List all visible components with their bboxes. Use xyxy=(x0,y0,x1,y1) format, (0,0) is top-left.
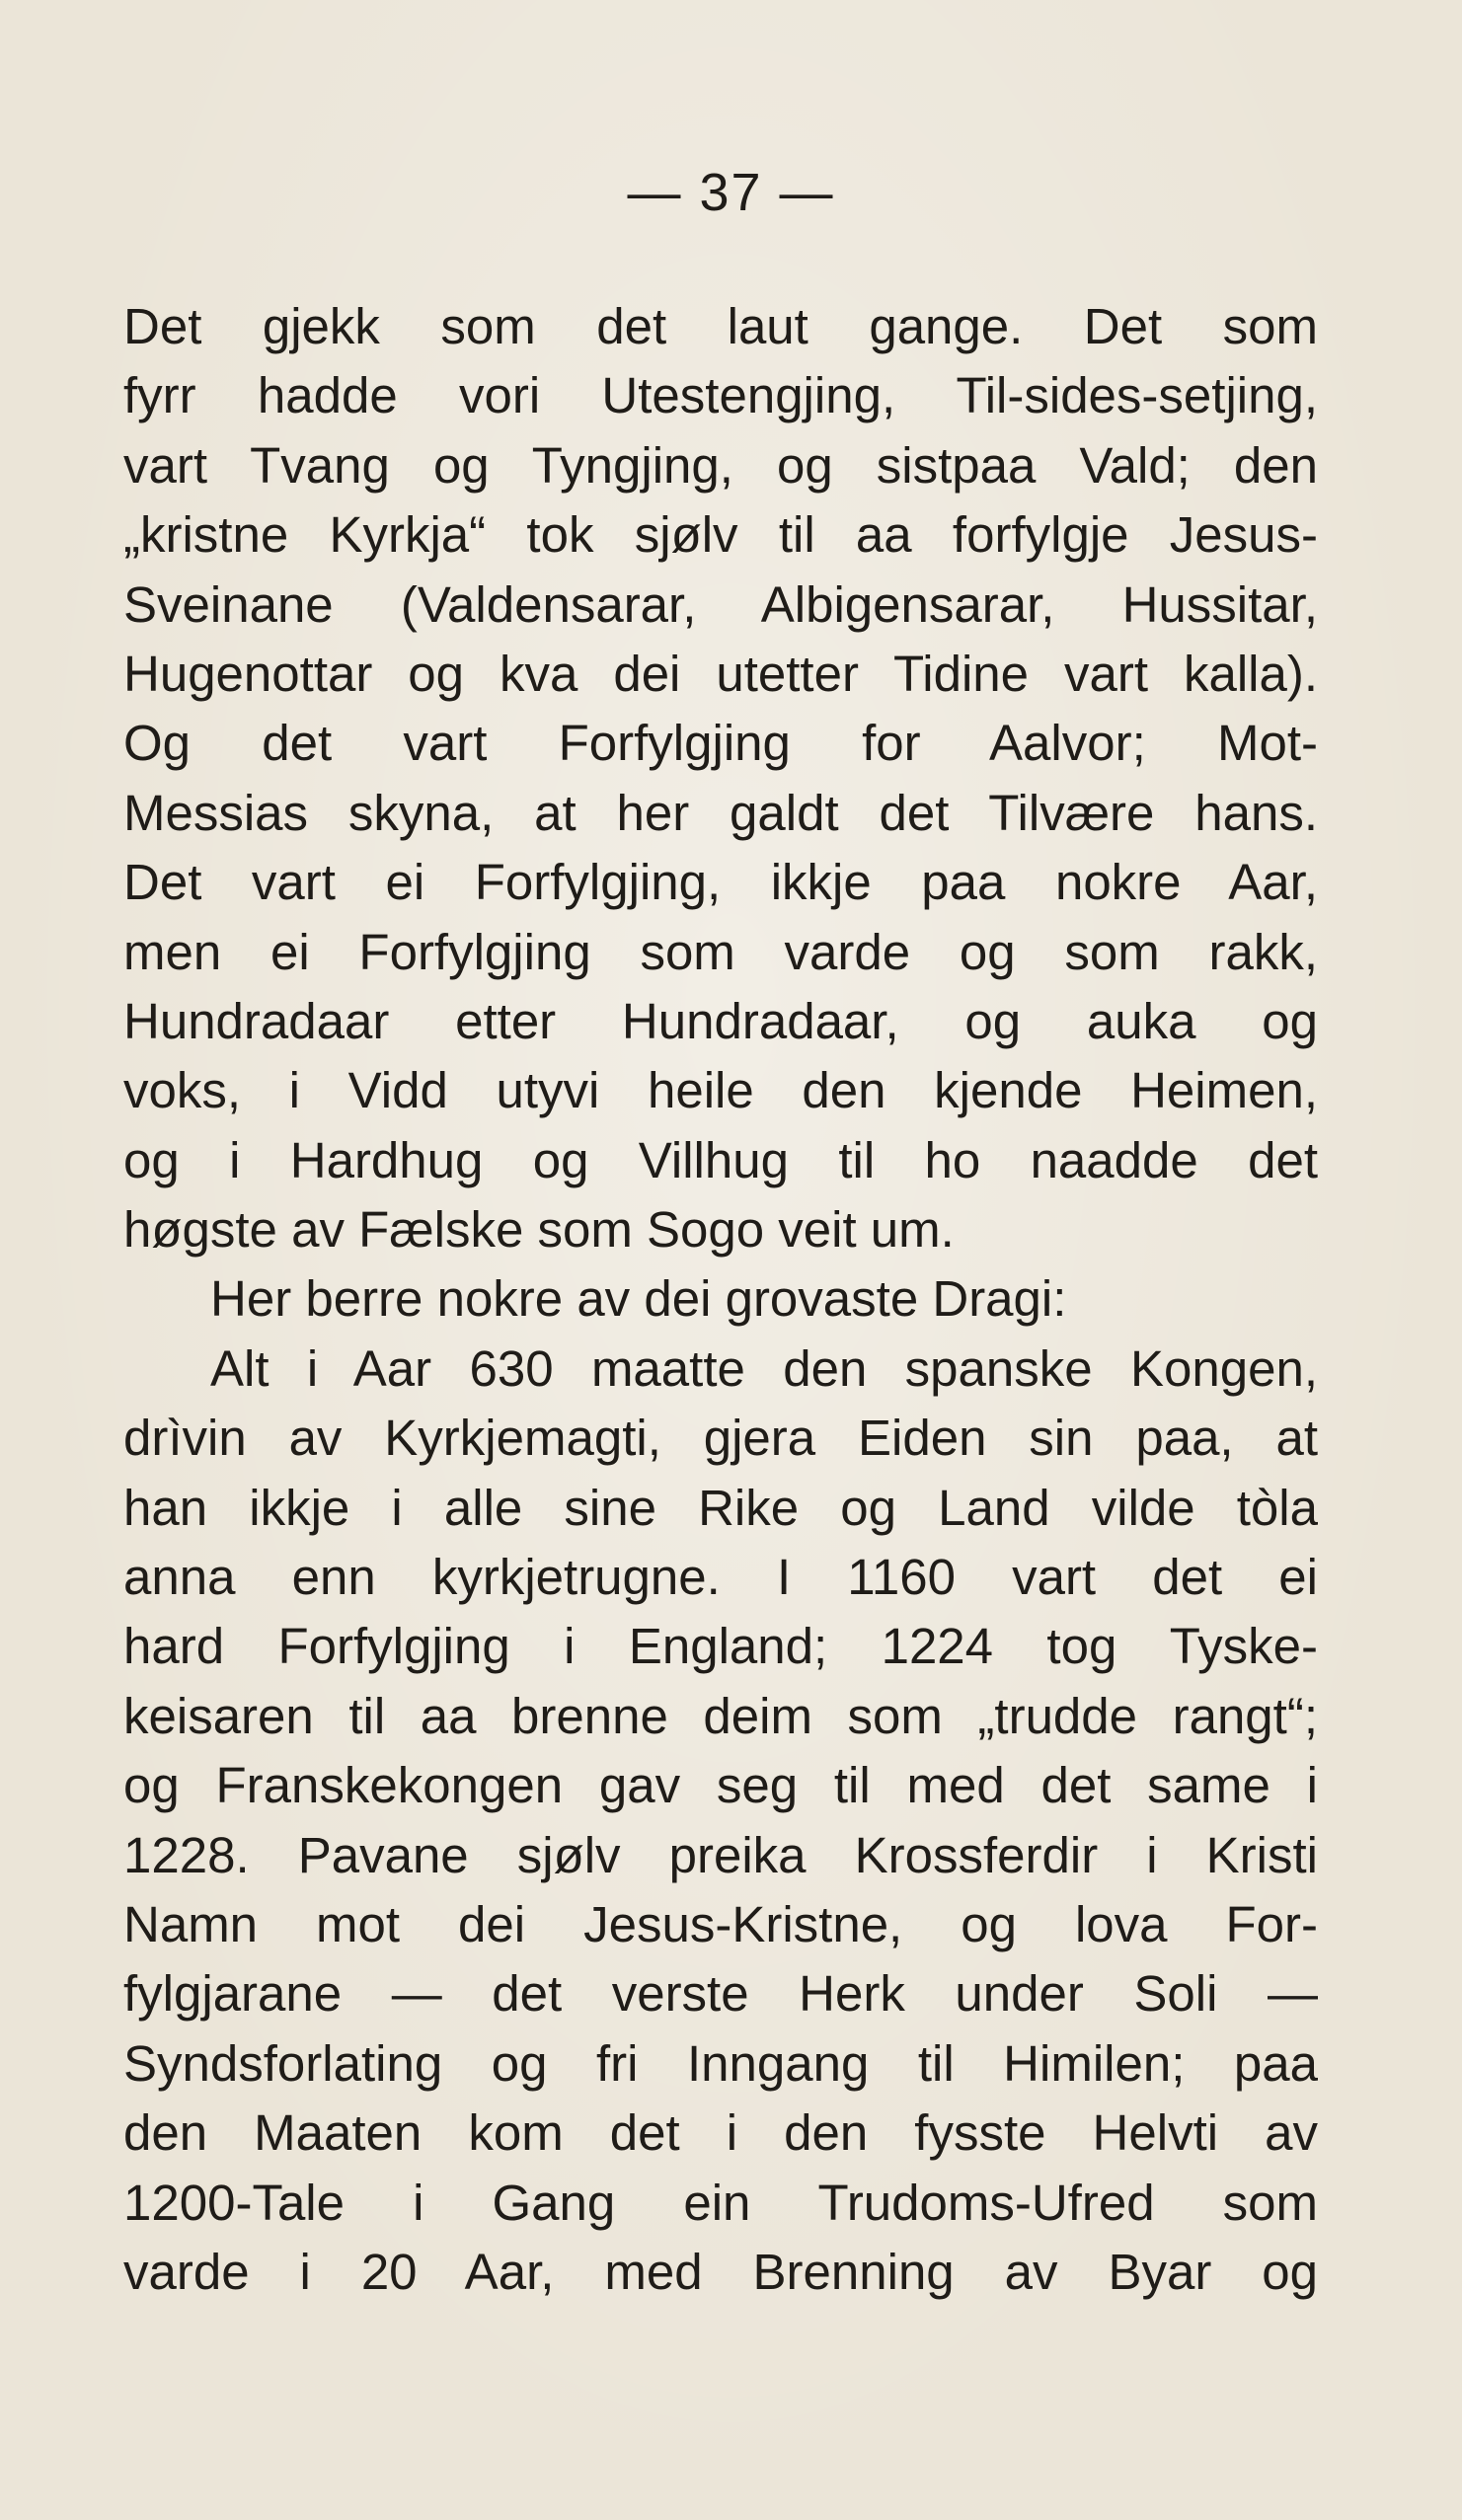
text-line: den Maaten kom det i den fysste Helvti av xyxy=(123,2104,1318,2162)
text-line: og i Hardhug og Villhug til ho naadde det xyxy=(123,1131,1318,1188)
text-line: anna enn kyrkjetrugne. I 1160 vart det ei xyxy=(123,1549,1318,1606)
text-line: han ikkje i alle sine Rike og Land vilde tòla xyxy=(123,1479,1318,1536)
text-line: Og det vart Forfylgjing for Aalvor; Mot- xyxy=(123,715,1318,772)
text-line: varde i 20 Aar, med Brenning av Byar og xyxy=(123,2243,1318,2300)
text-line: fyrr hadde vori Utestengjing, Til-sides-setjing, xyxy=(123,367,1318,424)
text-line: Namn mot dei Jesus-Kristne, og lova For- xyxy=(123,1895,1318,1952)
text-line: 1228. Pavane sjølv preika Krossferdir i Kristi xyxy=(123,1826,1318,1883)
text-line: Messias skyna, at her galdt det Tilvære hans. xyxy=(123,784,1318,841)
text-line: voks, i Vidd utyvi heile den kjende Heimen, xyxy=(123,1062,1318,1119)
text-line: Det gjekk som det laut gange. Det som xyxy=(123,298,1318,354)
text-line: og Franskekongen gav seg til med det same i xyxy=(123,1757,1318,1814)
text-line: keisaren til aa brenne deim som „trudde rangt“; xyxy=(123,1687,1318,1744)
text-line: Hugenottar og kva dei utetter Tidine vart kalla). xyxy=(123,645,1318,702)
text-line: Syndsforlating og fri Inngang til Himilen; paa xyxy=(123,2034,1318,2092)
text-line: men ei Forfylgjing som varde og som rakk, xyxy=(123,923,1318,980)
text-line: Alt i Aar 630 maatte den spanske Kongen, xyxy=(210,1339,1318,1397)
text-line: Sveinane (Valdensarar, Albigensarar, Hussitar, xyxy=(123,575,1318,633)
text-line: fylgjarane — det verste Herk under Soli — xyxy=(123,1965,1318,2023)
text-line: Hundradaar etter Hundradaar, og auka og xyxy=(123,992,1318,1049)
text-line: Her berre nokre av dei grovaste Dragi: xyxy=(210,1270,1067,1328)
text-line: høgste av Fælske som Sogo veit um. xyxy=(123,1201,955,1259)
text-line: „kristne Kyrkja“ tok sjølv til aa forfylgje Jesus- xyxy=(123,506,1318,564)
text-line: drìvin av Kyrkjemagti, gjera Eiden sin paa, at xyxy=(123,1410,1318,1467)
text-line: Det vart ei Forfylgjing, ikkje paa nokre Aar, xyxy=(123,854,1318,911)
body-text xyxy=(123,292,1318,2307)
text-line: hard Forfylgjing i England; 1224 tog Tyske- xyxy=(123,1618,1318,1675)
page-number: — 37 — xyxy=(627,163,835,222)
text-line: vart Tvang og Tyngjing, og sistpaa Vald; den xyxy=(123,436,1318,494)
text-line: 1200-Tale i Gang ein Trudoms-Ufred som xyxy=(123,2174,1318,2231)
